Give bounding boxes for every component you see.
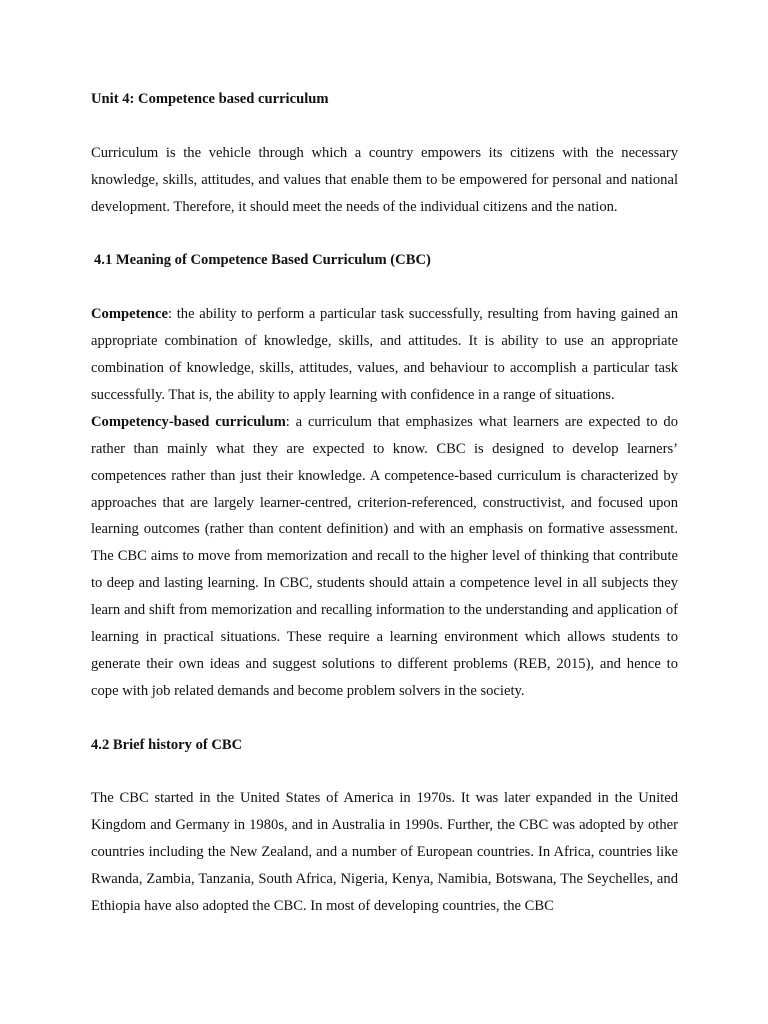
cbc-term: Competency-based curriculum	[91, 413, 286, 430]
intro-paragraph: Curriculum is the vehicle through which a country empowers its citizens with the necessary knowledge, skills, attitudes, and values that enable them to be empowered for personal and national development. Therefore, it should meet the needs of the individual citizens and the nation.	[91, 144, 678, 215]
unit-heading: Unit 4: Competence based curriculum	[91, 91, 329, 107]
competence-definition	[91, 301, 678, 409]
section-4-2-heading: 4.2 Brief history of CBC	[91, 736, 243, 753]
competence-text: : the ability to perform a particular task successfully, resulting from having gained an appropriate combination of knowledge, skills, and attitudes. It is ability to use an appropriate combination of knowledge, skills, attitudes, values, and behaviour to accomplish a particular task successfully. That is, the ability to apply learning with confidence in a range of situations.	[91, 306, 678, 403]
spacer	[91, 274, 678, 301]
competence-term: Competence	[91, 306, 168, 323]
spacer	[91, 221, 678, 248]
section-4-1-heading: 4.1 Meaning of Competence Based Curriculum (CBC)	[94, 252, 431, 269]
cbc-text: : a curriculum that emphasizes what learners are expected to do rather than mainly what they are expected to know. CBC is designed to develop learners’ competences rather than just their knowledge. A competence-based curriculum is characterized by approaches that are largely learner-centred, criterion-referenced, constructivist, and focused upon learning outcomes (rather than content definition) and with an emphasis on formative assessment. The CBC aims to move from memorization and recall to the higher level of thinking that contribute to deep and lasting learning. In CBC, students should attain a competence level in all subjects they learn and shift from memorization and recalling information to the understanding and application of learning in practical situations. These require a learning environment which allows students to generate their own ideas and suggest solutions to different problems (REB, 2015), and hence to cope with job related demands and become problem solvers in the society.	[91, 413, 678, 699]
cbc-definition	[91, 409, 678, 705]
spacer	[91, 705, 678, 732]
spacer	[91, 759, 678, 786]
spacer	[91, 113, 678, 140]
document-page	[91, 86, 678, 920]
history-paragraph: The CBC started in the United States of America in 1970s. It was later expanded in the United Kingdom and Germany in 1980s, and in Australia in 1990s. Further, the CBC was adopted by other countries including the New Zealand, and a number of European countries. In Africa, countries like Rwanda, Zambia, Tanzania, South Africa, Nigeria, Kenya, Namibia, Botswana, The Seychelles, and Ethiopia have also adopted the CBC. In most of developing countries, the CBC	[91, 790, 678, 915]
